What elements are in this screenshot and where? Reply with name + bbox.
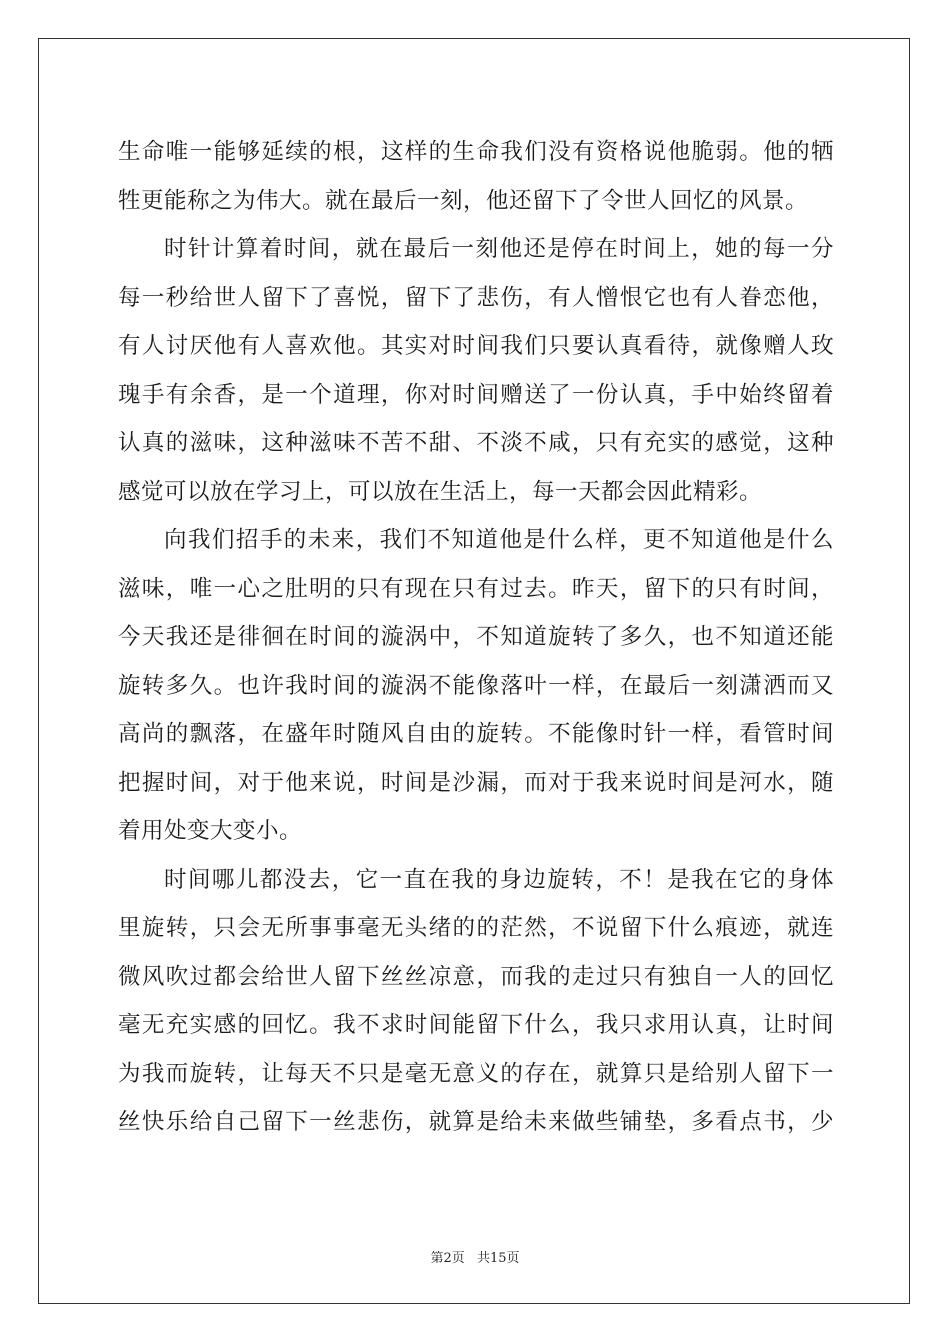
text-line: 感觉可以放在学习上，可以放在生活上，每一天都会因此精彩。 — [118, 478, 763, 505]
text-line: 旋转多久。也许我时间的漩涡不能像落叶一样，在最后一刻潇洒而又 — [118, 672, 834, 699]
text-line: 为我而旋转，让每天不只是毫无意义的存在，就算只是给别人留下一 — [118, 1060, 834, 1087]
text-line: 滋味，唯一心之肚明的只有现在只有过去。昨天，留下的只有时间， — [118, 575, 834, 602]
text-line: 向我们招手的未来，我们不知道他是什么样，更不知道他是什么 — [164, 527, 834, 553]
text-line: 丝快乐给自己留下一丝悲伤，就算是给未来做些铺垫，多看点书，少 — [118, 1109, 834, 1135]
text-line: 微风吹过都会给世人留下丝丝凉意，而我的走过只有独自一人的回忆 — [118, 963, 834, 990]
text-line: 把握时间，对于他来说，时间是沙漏，而对于我来说时间是河水，随 — [118, 769, 834, 796]
text-line: 里旋转，只会无所事事毫无头绪的的茫然，不说留下什么痕迹，就连 — [118, 915, 834, 941]
text-line: 生命唯一能够延续的根，这样的生命我们没有资格说他脆弱。他的牺 — [118, 139, 834, 165]
text-line: 毫无充实感的回忆。我不求时间能留下什么，我只求用认真，让时间 — [118, 1012, 834, 1038]
text-line: 今天我还是徘徊在时间的漩涡中，不知道旋转了多久，也不知道还能 — [118, 624, 834, 650]
text-line: 牲更能称之为伟大。就在最后一刻，他还留下了令世人回忆的风景。 — [118, 187, 809, 214]
paragraph — [118, 856, 834, 1147]
text-line: 着用处变大变小。 — [118, 818, 303, 844]
paragraph — [118, 516, 834, 856]
document-body — [118, 128, 834, 1147]
text-line: 有人讨厌他有人喜欢他。其实对时间我们只要认真看待，就像赠人玫 — [118, 333, 834, 359]
text-line: 认真的滋味，这种滋味不苦不甜、不淡不咸，只有充实的感觉，这种 — [118, 430, 834, 456]
text-line: 每一秒给世人留下了喜悦，留下了悲伤，有人憎恨它也有人眷恋他， — [118, 284, 834, 311]
page-number: 第2页 — [430, 1251, 465, 1266]
text-line: 时针计算着时间，就在最后一刻他还是停在时间上，她的每一分 — [164, 236, 834, 262]
paragraph — [118, 128, 834, 225]
page-total: 共15页 — [476, 1251, 520, 1266]
paragraph — [118, 225, 834, 516]
text-line: 高尚的飘落，在盛年时随风自由的旋转。不能像时针一样，看管时间 — [118, 721, 834, 747]
text-line: 时间哪儿都没去，它一直在我的身边旋转，不！是我在它的身体 — [164, 866, 834, 893]
page-footer — [0, 1247, 950, 1266]
text-line: 瑰手有余香，是一个道理，你对时间赠送了一份认真，手中始终留着 — [118, 381, 834, 408]
